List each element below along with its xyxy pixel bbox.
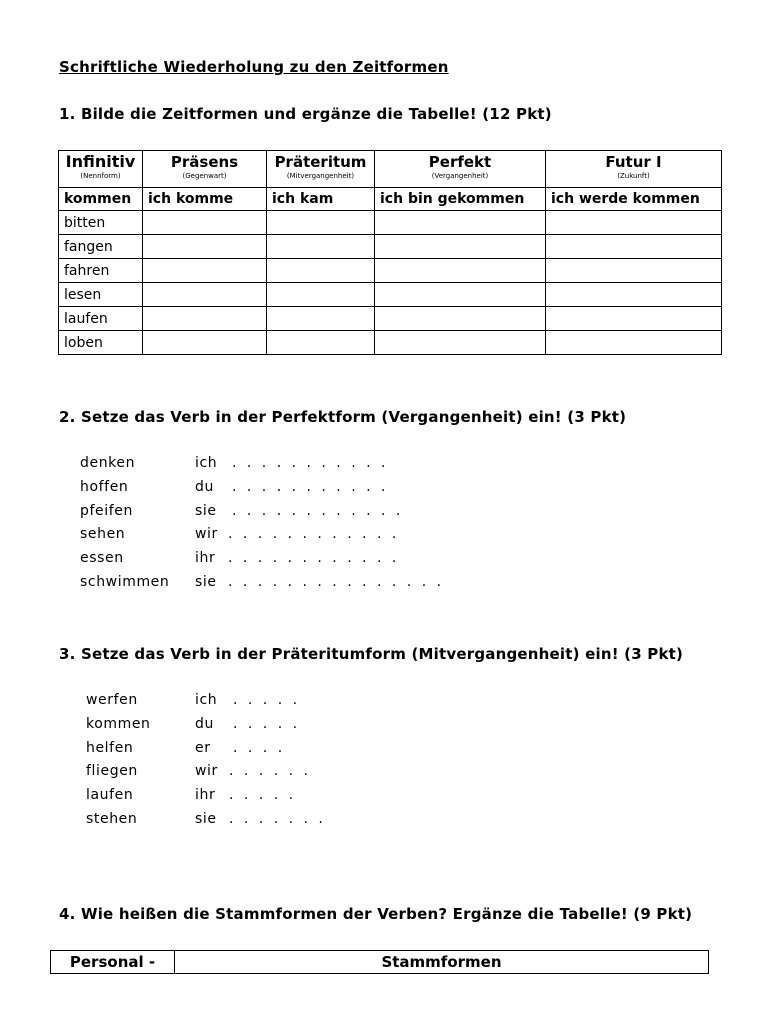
answer-blank[interactable]: . . . . [233,739,286,756]
answer-cell[interactable] [546,283,722,307]
table-cell: kommen [59,188,143,211]
list-item [86,763,486,787]
page-title: Schriftliche Wiederholung zu den Zeitformen [59,58,449,76]
answer-cell[interactable] [546,307,722,331]
table-cell: ich bin gekommen [375,188,546,211]
pronoun-label: ihr [195,787,216,804]
pronoun-label: wir [195,763,218,780]
answer-blank[interactable]: . . . . . [233,692,301,708]
table-cell: loben [59,331,143,355]
table-row [51,951,709,974]
answer-cell[interactable] [375,211,546,235]
pronoun-label: wir [195,526,218,543]
table-cell: ich werde kommen [546,188,722,211]
list-item [86,811,486,835]
answer-cell[interactable] [143,259,267,283]
answer-cell[interactable] [375,307,546,331]
col-stammformen: Stammformen [175,951,709,974]
answer-cell[interactable] [375,283,546,307]
verb-label: denken [80,455,136,471]
answer-cell[interactable] [267,331,375,355]
list-item [80,550,580,574]
table-cell: fahren [59,259,143,283]
pronoun-label: ich [195,455,218,471]
answer-blank[interactable]: . . . . . . [229,763,311,780]
pronoun-label: sie [195,502,217,519]
answer-blank[interactable]: . . . . . . . [229,810,326,827]
list-item [80,574,580,598]
answer-blank[interactable]: . . . . . . . . . . . . . . . [228,573,445,590]
answer-cell[interactable] [143,283,267,307]
answer-cell[interactable] [375,235,546,259]
answer-blank[interactable]: . . . . . . . . . . . [232,478,389,495]
answer-cell[interactable] [143,211,267,235]
answer-cell[interactable] [267,235,375,259]
table-row [59,283,722,307]
task2-heading: 2. Setze das Verb in der Perfektform (Vergangenheit) ein! (3 Pkt) [59,408,627,426]
verb-label: sehen [80,526,126,543]
task3-list [86,692,486,835]
list-item [80,479,580,503]
table-cell: bitten [59,211,143,235]
answer-blank[interactable]: . . . . . . . . . . . . [232,502,404,519]
table-cell: lesen [59,283,143,307]
verb-label: pfeifen [80,502,133,519]
list-item [86,692,486,716]
task3-heading: 3. Setze das Verb in der Präteritumform (Mitvergangenheit) ein! (3 Pkt) [59,645,684,663]
col-infinitiv: Infinitiv (Nennform) [59,151,143,188]
col-praeteritum: Präteritum (Mitvergangenheit) [267,151,375,188]
col-praesens: Präsens (Gegenwart) [143,151,267,188]
answer-cell[interactable] [143,331,267,355]
verb-label: fliegen [86,763,138,780]
list-item [80,503,580,527]
verb-label: kommen [86,715,151,732]
answer-cell[interactable] [267,307,375,331]
verb-label: schwimmen [80,573,170,590]
stammformen-table [50,950,709,974]
pronoun-label: ihr [195,550,216,567]
answer-cell[interactable] [143,235,267,259]
list-item [86,716,486,740]
verb-label: essen [80,550,124,567]
pronoun-label: du [195,478,214,495]
answer-blank[interactable]: . . . . . [233,715,301,732]
task2-list [80,455,580,598]
table-cell: ich kam [267,188,375,211]
answer-cell[interactable] [546,235,722,259]
table-cell: laufen [59,307,143,331]
tense-table [58,150,722,355]
verb-label: werfen [86,692,138,708]
answer-cell[interactable] [375,331,546,355]
pronoun-label: ich [195,692,218,708]
pronoun-label: sie [195,810,217,827]
answer-cell[interactable] [267,211,375,235]
answer-blank[interactable]: . . . . . . . . . . . . [228,550,400,567]
table-row [59,235,722,259]
table-row [59,259,722,283]
pronoun-label: er [195,739,211,756]
list-item [80,455,580,479]
answer-cell[interactable] [143,307,267,331]
example-row [59,188,722,211]
answer-cell[interactable] [546,259,722,283]
table-cell: ich komme [143,188,267,211]
pronoun-label: du [195,715,214,732]
col-perfekt: Perfekt (Vergangenheit) [375,151,546,188]
answer-blank[interactable]: . . . . . . . . . . . [232,455,389,471]
answer-cell[interactable] [546,331,722,355]
answer-cell[interactable] [267,283,375,307]
table-row [59,307,722,331]
verb-label: hoffen [80,478,129,495]
answer-cell[interactable] [375,259,546,283]
table-cell: fangen [59,235,143,259]
task1-heading: 1. Bilde die Zeitformen und ergänze die Tabelle! (12 Pkt) [59,105,552,123]
task4-heading: 4. Wie heißen die Stammformen der Verben? Ergänze die Tabelle! (9 Pkt) [59,905,693,923]
table-row [59,211,722,235]
list-item [80,526,580,550]
answer-cell[interactable] [267,259,375,283]
pronoun-label: sie [195,573,217,590]
verb-label: stehen [86,810,138,827]
table-row [59,331,722,355]
col-personal: Personal - [51,951,175,974]
list-item [86,740,486,764]
col-futur: Futur I (Zukunft) [546,151,722,188]
verb-label: laufen [86,787,134,804]
answer-cell[interactable] [546,211,722,235]
list-item [86,787,486,811]
verb-label: helfen [86,739,134,756]
answer-blank[interactable]: . . . . . . . . . . . . [228,526,400,543]
answer-blank[interactable]: . . . . . [229,787,297,804]
tense-table-header [59,151,722,188]
